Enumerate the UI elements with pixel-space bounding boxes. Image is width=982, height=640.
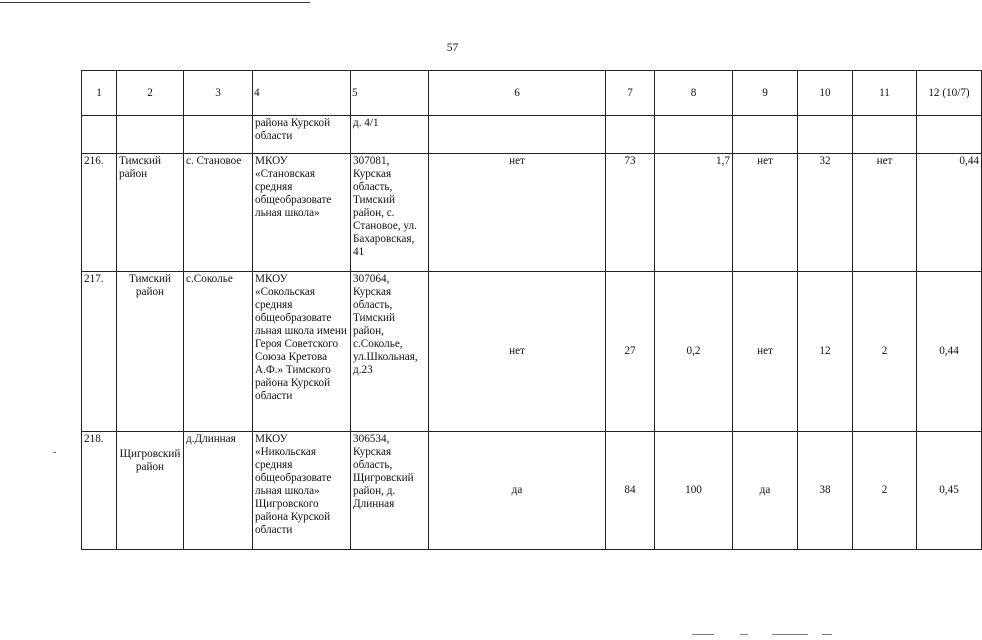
cell-address: д. 4/1 <box>351 116 429 154</box>
header-cell: 8 <box>655 71 733 116</box>
cell-c12: 0,44 <box>917 154 982 272</box>
cell-c10: 12 <box>798 272 853 432</box>
table-row <box>82 432 982 550</box>
header-row <box>82 71 982 116</box>
cell-number: 216. <box>82 154 117 272</box>
header-cell: 2 <box>117 71 184 116</box>
scan-mark <box>772 634 808 635</box>
header-cell: 12 (10/7) <box>917 71 982 116</box>
cell-settlement: с.Сокольe <box>184 272 253 432</box>
cell-district: Тимский район <box>117 272 184 432</box>
header-cell: 5 <box>351 71 429 116</box>
cell-district: Тимский район <box>117 154 184 272</box>
header-cell: 10 <box>798 71 853 116</box>
cell-c7: 84 <box>606 432 655 550</box>
cell-settlement: с. Становое <box>184 154 253 272</box>
header-cell: 9 <box>733 71 798 116</box>
cell-c11: 2 <box>853 432 917 550</box>
cell-number: 217. <box>82 272 117 432</box>
cell-address: 307081, Курская область, Тимский район, с. Становое, ул. Бахаровская, 41 <box>351 154 429 272</box>
header-cell: 3 <box>184 71 253 116</box>
scan-mark <box>53 452 56 453</box>
scan-mark <box>692 634 714 635</box>
cell-c11: нет <box>853 154 917 272</box>
cell-c9: нет <box>733 154 798 272</box>
schools-table <box>81 70 982 550</box>
cell-c8: 1,7 <box>655 154 733 272</box>
cell-c9: нет <box>733 272 798 432</box>
cell-settlement: д.Длинная <box>184 432 253 550</box>
header-cell: 11 <box>853 71 917 116</box>
table-row-continuation <box>82 116 982 154</box>
header-cell: 1 <box>82 71 117 116</box>
cell-school: МКОУ «Никольская средняя общеобразовате льная школа» Щигровского района Курской области <box>253 432 351 550</box>
cell-c9: да <box>733 432 798 550</box>
cell-address: 307064, Курская область, Тимский район, с.Сокольe, ул.Школьная, д.23 <box>351 272 429 432</box>
cell-school: района Курской области <box>253 116 351 154</box>
header-rule <box>0 2 310 3</box>
cell-c6: нет <box>429 154 606 272</box>
table-row <box>82 154 982 272</box>
cell-c8: 0,2 <box>655 272 733 432</box>
cell-school: МКОУ «Сокольская средняя общеобразовате льная школа имени Героя Советского Союза Кретова А.Ф.» Тимского района Курской области <box>253 272 351 432</box>
cell-c12: 0,45 <box>917 432 982 550</box>
cell-c12: 0,44 <box>917 272 982 432</box>
cell-c7: 73 <box>606 154 655 272</box>
cell-c7: 27 <box>606 272 655 432</box>
page-number: 57 <box>446 42 459 54</box>
cell-number: 218. <box>82 432 117 550</box>
cell-c6: да <box>429 432 606 550</box>
cell-c6: нет <box>429 272 606 432</box>
header-cell: 7 <box>606 71 655 116</box>
table-row <box>82 272 982 432</box>
cell-c11: 2 <box>853 272 917 432</box>
cell-school: МКОУ «Становская средняя общеобразовате льная школа» <box>253 154 351 272</box>
cell-c10: 38 <box>798 432 853 550</box>
header-cell: 4 <box>253 71 351 116</box>
cell-c10: 32 <box>798 154 853 272</box>
cell-c8: 100 <box>655 432 733 550</box>
scan-mark <box>822 634 832 635</box>
cell-address: 306534, Курская область, Щигровский район, д. Длинная <box>351 432 429 550</box>
header-cell: 6 <box>429 71 606 116</box>
cell-district: Щигровский район <box>117 432 184 550</box>
scan-mark <box>740 634 748 635</box>
